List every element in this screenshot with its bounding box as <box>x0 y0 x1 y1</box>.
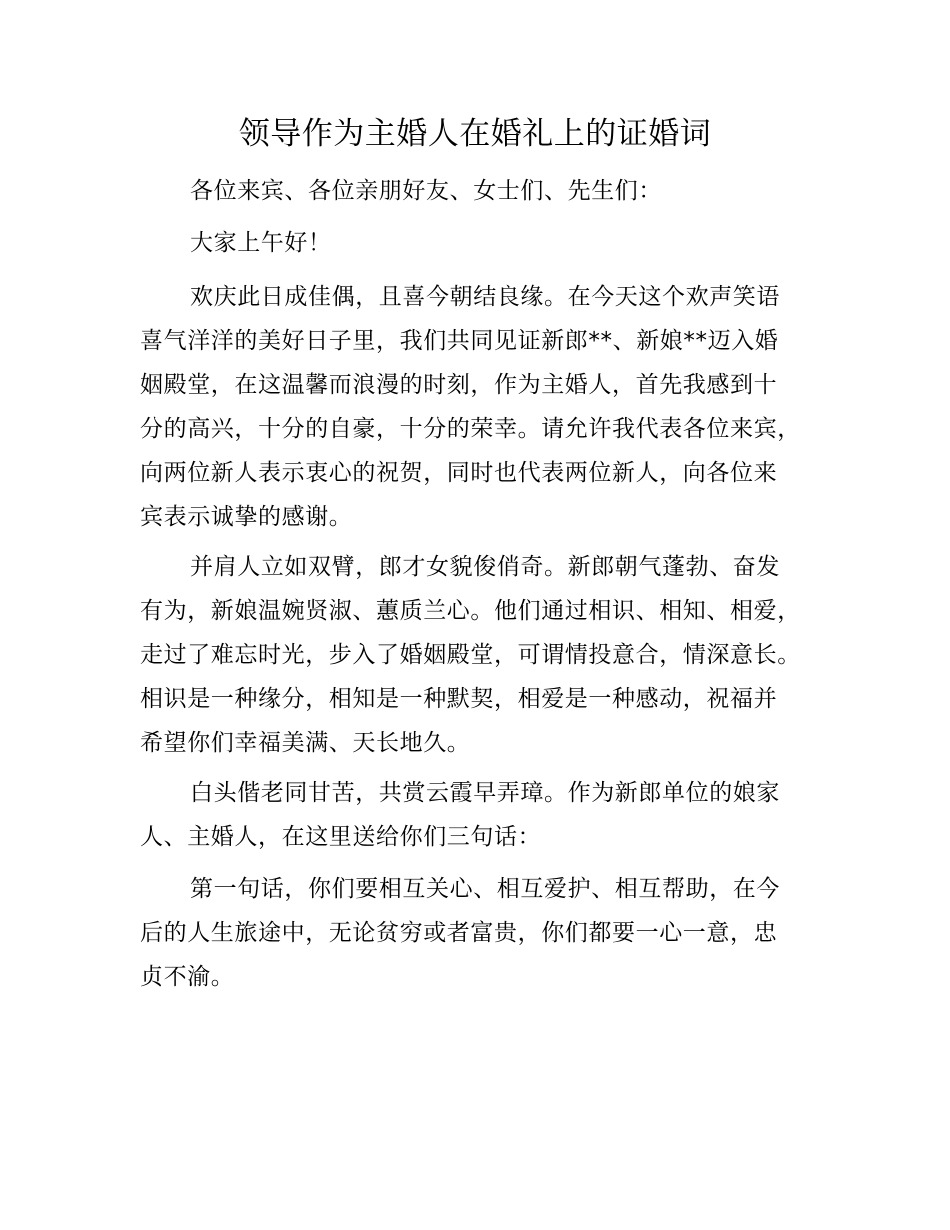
paragraph-line: 贞不渝。 <box>140 964 235 990</box>
greeting-line: 各位来宾、各位亲朋好友、女士们、先生们： <box>190 178 662 204</box>
paragraph-line: 向两位新人表示衷心的祝贺，同时也代表两位新人，向各位来 <box>140 460 778 486</box>
document-title: 领导作为主婚人在婚礼上的证婚词 <box>238 116 712 152</box>
paragraph-line: 第一句话，你们要相互关心、相互爱护、相互帮助，在今 <box>190 876 780 902</box>
paragraph-line: 并肩人立如双臂，郎才女貌俊俏奇。新郎朝气蓬勃、奋发 <box>190 554 780 580</box>
paragraph-line: 喜气洋洋的美好日子里，我们共同见证新郎**、新娘**迈入婚 <box>140 328 779 354</box>
paragraph-line: 相识是一种缘分，相知是一种默契，相爱是一种感动，祝福并 <box>140 686 778 712</box>
paragraph-line: 人、主婚人，在这里送给你们三句话： <box>140 824 542 850</box>
paragraph-line: 有为，新娘温婉贤淑、蕙质兰心。他们通过相识、相知、相爱， <box>140 598 801 624</box>
paragraph-line: 分的高兴，十分的自豪，十分的荣幸。请允许我代表各位来宾， <box>140 416 801 442</box>
paragraph-line: 姻殿堂，在这温馨而浪漫的时刻，作为主婚人，首先我感到十 <box>140 372 778 398</box>
paragraph-line: 希望你们幸福美满、天长地久。 <box>140 730 471 756</box>
paragraph-line: 欢庆此日成佳偶，且喜今朝结良缘。在今天这个欢声笑语 <box>190 284 780 310</box>
paragraph-line: 白头偕老同甘苦，共赏云霞早弄璋。作为新郎单位的娘家 <box>190 780 780 806</box>
paragraph-line: 宾表示诚挚的感谢。 <box>140 504 353 530</box>
greeting-line: 大家上午好！ <box>190 230 332 256</box>
paragraph-line: 后的人生旅途中，无论贫穷或者富贵，你们都要一心一意，忠 <box>140 920 778 946</box>
paragraph-line: 走过了难忘时光，步入了婚姻殿堂，可谓情投意合，情深意长。 <box>140 642 801 668</box>
